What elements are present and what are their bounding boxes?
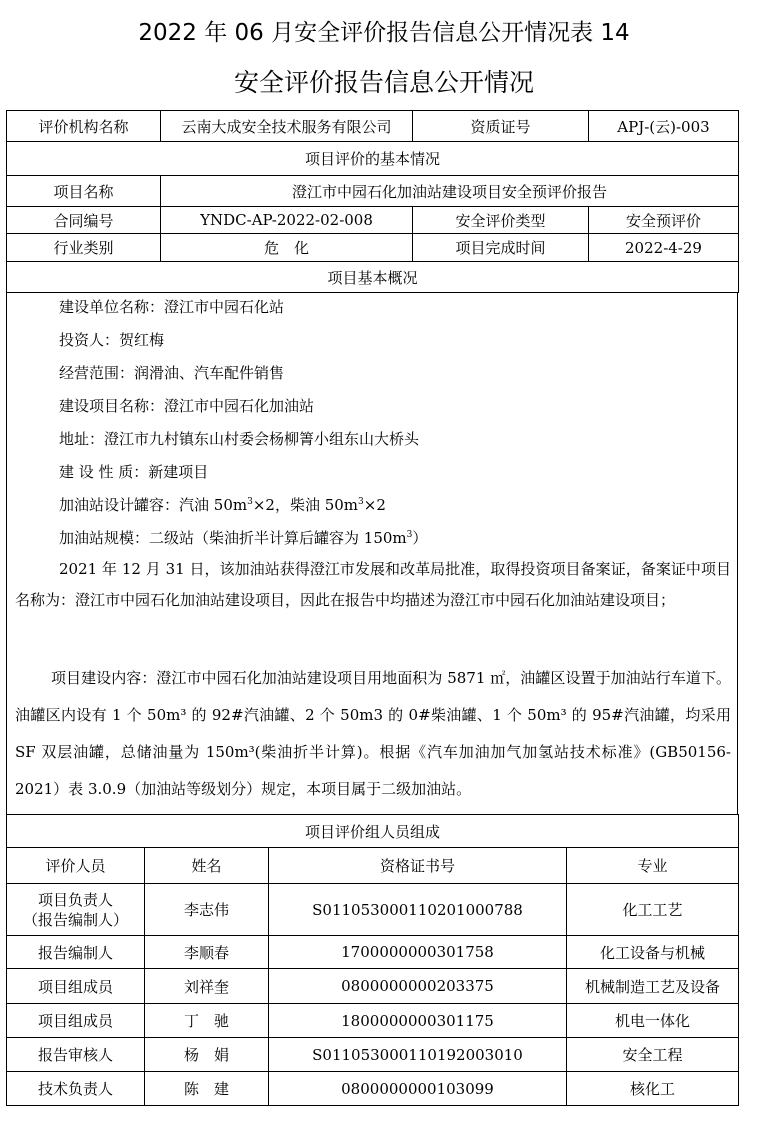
finish-value: 2022-4-29 xyxy=(589,234,739,262)
member-name: 李志伟 xyxy=(145,884,269,936)
member-name: 李顺春 xyxy=(145,936,269,969)
table-row xyxy=(7,969,739,1004)
table-row xyxy=(7,936,739,969)
org-label: 评价机构名称 xyxy=(7,111,161,142)
header-role: 评价人员 xyxy=(7,848,145,884)
station-scale xyxy=(59,527,427,548)
project-name-row xyxy=(7,176,739,207)
cert-label: 资质证号 xyxy=(413,111,589,142)
org-row xyxy=(7,111,739,142)
investor: 投资人：贺红梅 xyxy=(59,331,165,349)
station-scale-sup: 3 xyxy=(406,530,413,540)
member-name: 陈 建 xyxy=(145,1072,269,1106)
cert-value: APJ-(云)-003 xyxy=(589,111,739,142)
section-row xyxy=(7,142,739,176)
station-scale-part-a: 加油站规模：二级站（柴油折半计算后罐容为 150m xyxy=(59,529,407,547)
construction-nature: 建 设 性 质：新建项目 xyxy=(59,463,209,481)
project-title: 建设项目名称：澄江市中园石化加油站 xyxy=(59,397,315,415)
eval-type-label: 安全评价类型 xyxy=(413,207,589,234)
member-major: 机电一体化 xyxy=(567,1004,739,1038)
contract-value: YNDC-AP-2022-02-008 xyxy=(161,207,413,234)
team-header-row xyxy=(7,848,739,884)
document-title: 2022 年 06 月安全评价报告信息公开情况表 14 xyxy=(138,20,630,46)
tank-capacity-part-c: ×2 xyxy=(363,496,386,514)
approval-paragraph xyxy=(15,554,731,616)
header-cert: 资格证书号 xyxy=(269,848,567,884)
section-overview-heading: 项目基本概况 xyxy=(7,262,739,293)
team-section-row xyxy=(7,815,739,848)
table-row xyxy=(7,1004,739,1038)
basic-info-table xyxy=(6,110,739,293)
finish-label: 项目完成时间 xyxy=(413,234,589,262)
tank-capacity-part-b: ×2，柴油 50m xyxy=(252,496,359,514)
member-name: 丁 驰 xyxy=(145,1004,269,1038)
project-name-value: 澄江市中园石化加油站建设项目安全预评价报告 xyxy=(161,176,739,207)
member-major: 化工工艺 xyxy=(567,884,739,936)
approval-text: 2021 年 12 月 31 日，该加油站获得澄江市发展和改革局批准，取得投资项目备案证，备案证中项目名称为：澄江市中园石化加油站建设项目，因此在报告中均描述为澄江市中园石化加油站建设项目； xyxy=(15,560,731,609)
business-scope: 经营范围：润滑油、汽车配件销售 xyxy=(59,364,285,382)
table-row xyxy=(7,1038,739,1072)
content-text: 项目建设内容：澄江市中园石化加油站建设项目用地面积为 5871 ㎡，油罐区设置于加油站行车道下。油罐区内设有 1 个 50m³ 的 92#汽油罐、2 个 50m3 的 0#柴油罐、1 个 50m³ 的 95#汽油罐，均采用 SF 双层油罐，总储油量为 150m³(柴油折半计算)。根据《汽车加油加气加氢站技术标准》(GB50156-2021）表 3.0.9（加油站等级划分）规定，本项目属于二级加油站。 xyxy=(15,669,731,798)
member-cert: 0800000000203375 xyxy=(269,969,567,1004)
tank-capacity xyxy=(59,494,386,515)
member-role: 项目组成员 xyxy=(7,1004,145,1038)
table-row xyxy=(7,884,739,936)
team-table xyxy=(6,814,739,1106)
member-name: 刘祥奎 xyxy=(145,969,269,1004)
tank-capacity-sup-2: 3 xyxy=(358,497,364,507)
member-role: 技术负责人 xyxy=(7,1072,145,1106)
member-cert: 1800000000301175 xyxy=(269,1004,567,1038)
header-major: 专业 xyxy=(567,848,739,884)
member-name: 杨 娟 xyxy=(145,1038,269,1072)
member-cert: S011053000110192003010 xyxy=(269,1038,567,1072)
overview-heading-row xyxy=(7,262,739,293)
header-name: 姓名 xyxy=(145,848,269,884)
member-role: 项目负责人 （报告编制人） xyxy=(7,884,145,936)
org-value: 云南大成安全技术服务有限公司 xyxy=(161,111,413,142)
member-cert: 0800000000103099 xyxy=(269,1072,567,1106)
member-major: 安全工程 xyxy=(567,1038,739,1072)
member-cert: S011053000110201000788 xyxy=(269,884,567,936)
project-name-label: 项目名称 xyxy=(7,176,161,207)
contract-label: 合同编号 xyxy=(7,207,161,234)
industry-row xyxy=(7,234,739,262)
member-major: 化工设备与机械 xyxy=(567,936,739,969)
team-section-heading: 项目评价组人员组成 xyxy=(7,815,739,848)
member-cert: 1700000000301758 xyxy=(269,936,567,969)
station-scale-part-b: ） xyxy=(412,529,428,547)
document-subtitle: 安全评价报告信息公开情况 xyxy=(233,68,534,97)
member-role: 报告审核人 xyxy=(7,1038,145,1072)
industry-label: 行业类别 xyxy=(7,234,161,262)
tank-capacity-sup-1: 3 xyxy=(247,497,253,507)
tank-capacity-part-a: 加油站设计罐容：汽油 50m xyxy=(59,496,248,514)
industry-value: 危 化 xyxy=(161,234,413,262)
address: 地址：澄江市九村镇东山村委会杨柳箐小组东山大桥头 xyxy=(59,430,420,448)
contract-row xyxy=(7,207,739,234)
eval-type-value: 安全预评价 xyxy=(589,207,739,234)
section-basic-heading: 项目评价的基本情况 xyxy=(7,142,739,176)
overview-section xyxy=(6,292,738,814)
construction-unit: 建设单位名称：澄江市中园石化站 xyxy=(59,298,285,316)
member-major: 核化工 xyxy=(567,1072,739,1106)
member-major: 机械制造工艺及设备 xyxy=(567,969,739,1004)
member-role: 报告编制人 xyxy=(7,936,145,969)
table-row xyxy=(7,1072,739,1106)
content-paragraph xyxy=(15,660,731,808)
member-role: 项目组成员 xyxy=(7,969,145,1004)
